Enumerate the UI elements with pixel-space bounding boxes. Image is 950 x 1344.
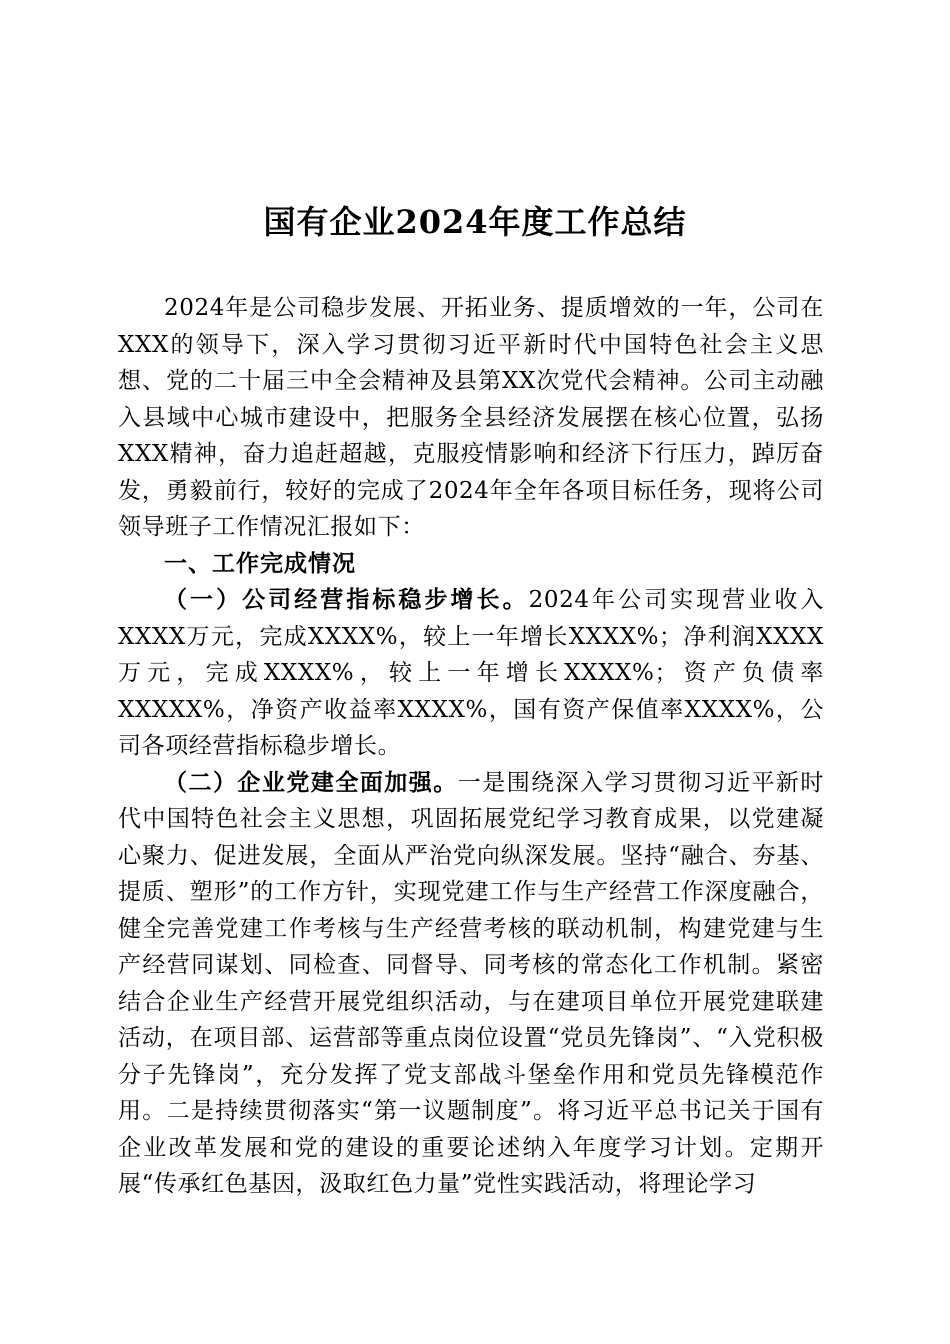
intro-paragraph: 2024年是公司稳步发展、开拓业务、提质增效的一年，公司在XXX的领导下，深入学习贯彻习近平新时代中国特色社会主义思想、党的二十届三中全会精神及县第XX次党代会精神。公司主动融入县域中心城市建设中，把服务全县经济发展摆在核心位置，弘扬XXX精神，奋力追赶超越，克服疫情影响和经济下行压力，踔厉奋发，勇毅前行，较好的完成了2024年全年各项目标任务，现将公司领导班子工作情况汇报如下： <box>118 295 824 540</box>
item-1-text: 2024年公司实现营业收入XXXX万元，完成XXXX%，较上一年增长XXXX%；净利润XXXX万元，完成XXXX%，较上一年增长XXXX%；资产负债率XXXXX%，净资产收益率XXXX%，国有资产保值率XXXX%，公司各项经营指标稳步增长。 <box>118 587 824 759</box>
item-2-paragraph <box>118 765 824 1203</box>
document-body <box>118 290 824 1203</box>
item-2-text: 一是围绕深入学习贯彻习近平新时代中国特色社会主义思想，巩固拓展党纪学习教育成果，以党建凝心聚力、促进发展，全面从严治党向纵深发展。坚持“融合、夯基、提质、塑形”的工作方针，实现党建工作与生产经营工作深度融合，健全完善党建工作考核与生产经营考核的联动机制，构建党建与生产经营同谋划、同检查、同督导、同考核的常态化工作机制。紧密结合企业生产经营开展党组织活动，与在建项目单位开展党建联建活动，在项目部、运营部等重点岗位设置“党员先锋岗”、“入党积极分子先锋岗”，充分发挥了党支部战斗堡垒作用和党员先锋模范作用。二是持续贯彻落实“第一议题制度”。将习近平总书记关于国有企业改革发展和党的建设的重要论述纳入年度学习计划。定期开展“传承红色基因，汲取红色力量”党性实践活动，将理论学习 <box>118 769 825 1197</box>
document-title: 国有企业2024年度工作总结 <box>263 203 687 241</box>
item-1-paragraph <box>118 582 824 765</box>
item-1-lead: （一）公司经营指标稳步增长。 <box>164 586 529 613</box>
section-heading: 一、工作完成情况 <box>164 550 356 577</box>
item-2-lead: （二）企业党建全面加强。 <box>164 768 458 796</box>
